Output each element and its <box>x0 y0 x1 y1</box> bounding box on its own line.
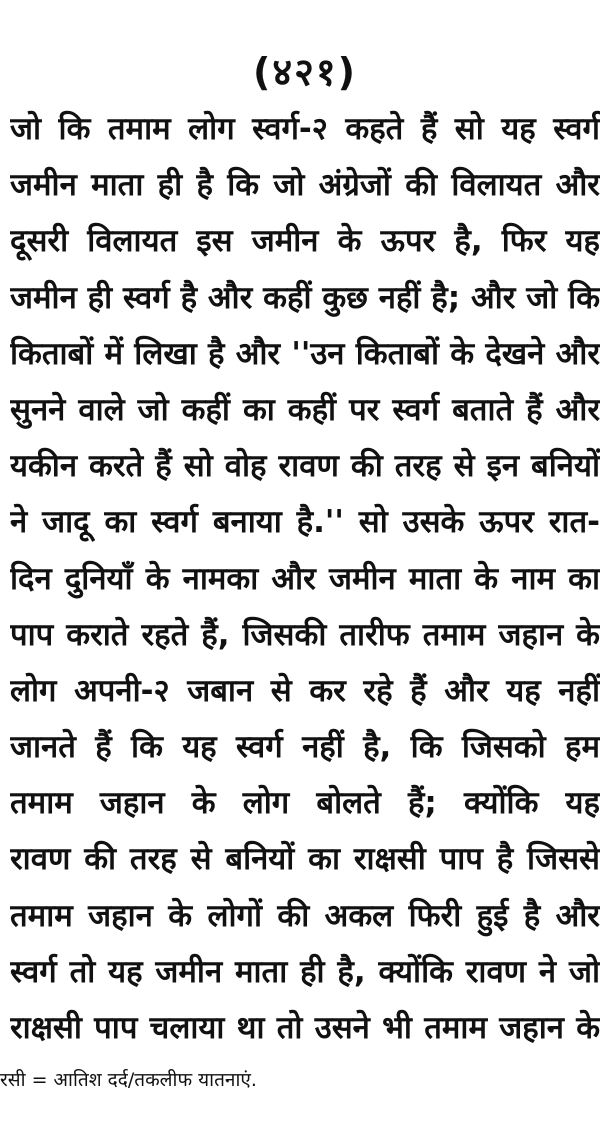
text-line: सुनने वाले जो कहीं का कहीं पर स्वर्ग बताते हैं और <box>10 391 600 428</box>
text-line: यकीन करते हैं सो वोह रावण की तरह से इन बनियों <box>10 448 600 485</box>
footnote: रसी = आतिश दर्द/तकलीफ यातनाएं. <box>0 1069 257 1091</box>
page-number: (४२१) <box>252 50 357 94</box>
text-line: दिन दुनियाँ के नामका और जमीन माता के नाम का <box>10 560 600 597</box>
text-line: लोग अपनी-२ जबान से कर रहे हैं और यह नहीं <box>10 672 600 709</box>
text-line: तमाम जहान के लोग बोलते हैं; क्योंकि यह <box>10 785 600 822</box>
text-line: ने जादू का स्वर्ग बनाया है.'' सो उसके ऊपर रात- <box>10 504 600 541</box>
text-line: जो कि तमाम लोग स्वर्ग-२ कहते हैं सो यह स्वर्ग <box>10 111 600 147</box>
text-line: जमीन माता ही है कि जो अंग्रेजों की विलायत और <box>10 167 600 204</box>
text-line: दूसरी विलायत इस जमीन के ऊपर है, फिर यह <box>10 223 600 260</box>
text-line: जमीन ही स्वर्ग है और कहीं कुछ नहीं है; और जो कि <box>10 279 600 316</box>
text-line: राक्षसी पाप चलाया था तो उसने भी तमाम जहान के <box>10 1010 600 1046</box>
text-line: स्वर्ग तो यह जमीन माता ही है, क्योंकि रावण ने जो <box>10 953 600 990</box>
text-line: तमाम जहान के लोगों की अकल फिरी हुई है और <box>10 897 600 934</box>
body-text <box>10 101 600 1056</box>
text-line: जानते हैं कि यह स्वर्ग नहीं है, कि जिसको हम <box>10 729 600 766</box>
text-line: किताबों में लिखा है और ''उन किताबों के देखने और <box>10 335 600 372</box>
text-line: रावण की तरह से बनियों का राक्षसी पाप है जिससे <box>10 841 600 878</box>
text-line: पाप कराते रहते हैं, जिसकी तारीफ तमाम जहान के <box>10 616 600 653</box>
